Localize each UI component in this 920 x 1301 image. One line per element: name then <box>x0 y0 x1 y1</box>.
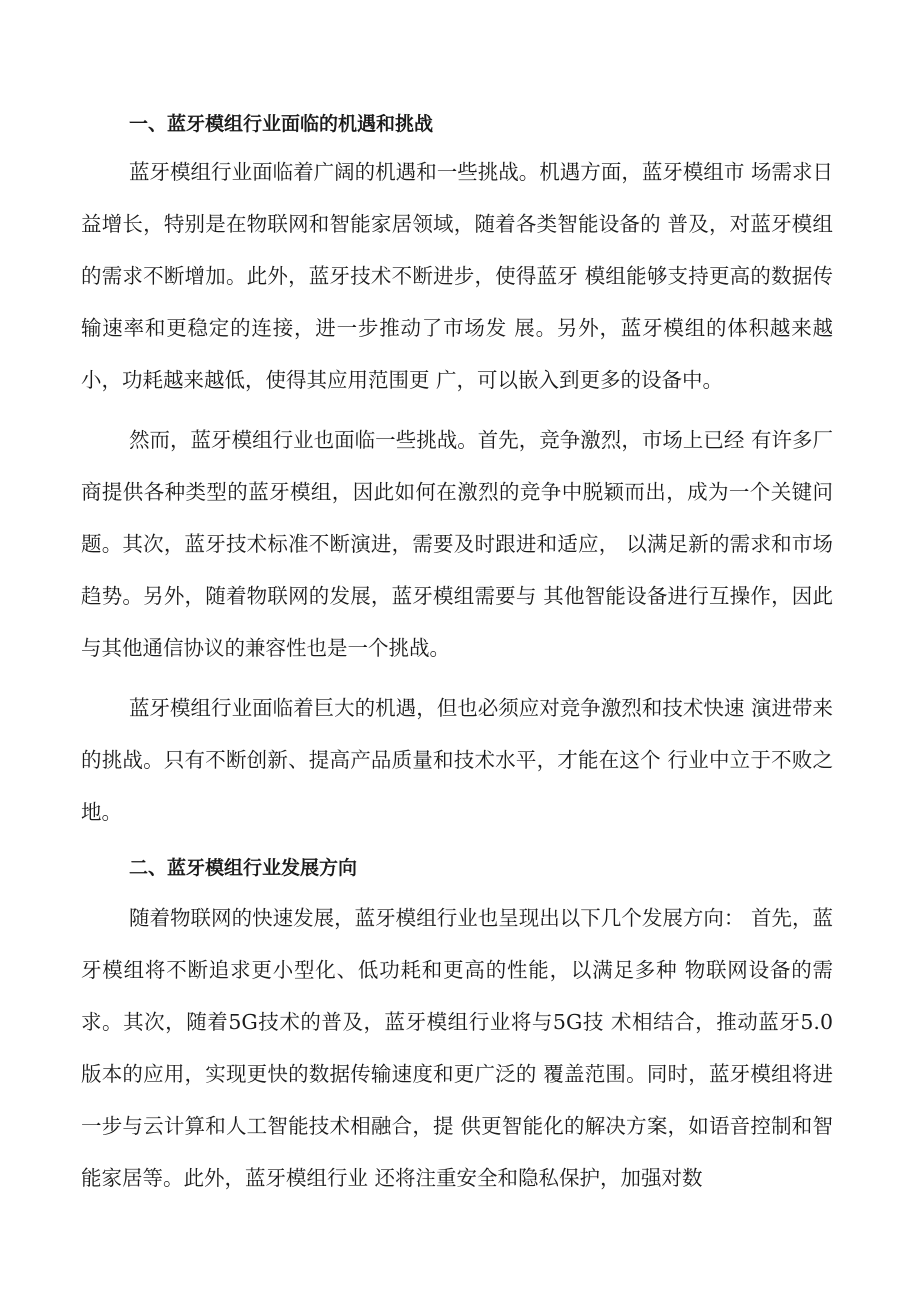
paragraph-conclusion: 蓝牙模组行业面临着巨大的机遇，但也必须应对竞争激烈和技术快速 演进带来的挑战。只有不断创新、提高产品质量和技术水平，才能在这个 行业中立于不败之地。 <box>81 696 833 824</box>
section-heading-development-direction: 二、蓝牙模组行业发展方向 <box>129 857 358 879</box>
document-page <box>81 104 833 1204</box>
paragraph-development-direction: 随着物联网的快速发展，蓝牙模组行业也呈现出以下几个发展方向： 首先，蓝牙模组将不断追求更小型化、低功耗和更高的性能，以满足多种 物联网设备的需求。其次，随着5G技术的普及，蓝牙模组行业将与5G技 术相结合，推动蓝牙5.0版本的应用，实现更快的数据传输速度和更广泛的 覆盖范围。同时，蓝牙模组将进一步与云计算和人工智能技术相融合，提 供更智能化的解决方案，如语音控制和智能家居等。此外，蓝牙模组行业 还将注重安全和隐私保护，加强对数 <box>81 906 833 1190</box>
paragraph-opportunities: 蓝牙模组行业面临着广阔的机遇和一些挑战。机遇方面，蓝牙模组市 场需求日益增长，特别是在物联网和智能家居领域，随着各类智能设备的 普及，对蓝牙模组的需求不断增加。此外，蓝牙技术不断进步，使得蓝牙 模组能够支持更高的数据传输速率和更稳定的连接，进一步推动了市场发 展。另外，蓝牙模组的体积越来越小，功耗越来越低，使得其应用范围更 广，可以嵌入到更多的设备中。 <box>81 160 833 392</box>
section-heading-opportunities-challenges: 一、蓝牙模组行业面临的机遇和挑战 <box>129 113 434 135</box>
paragraph-challenges: 然而，蓝牙模组行业也面临一些挑战。首先，竞争激烈，市场上已经 有许多厂商提供各种类型的蓝牙模组，因此如何在激烈的竞争中脱颖而出，成为一个关键问题。其次，蓝牙技术标准不断演进，需要及时跟进和适应， 以满足新的需求和市场趋势。另外，随着物联网的发展，蓝牙模组需要与 其他智能设备进行互操作，因此与其他通信协议的兼容性也是一个挑战。 <box>81 428 833 660</box>
